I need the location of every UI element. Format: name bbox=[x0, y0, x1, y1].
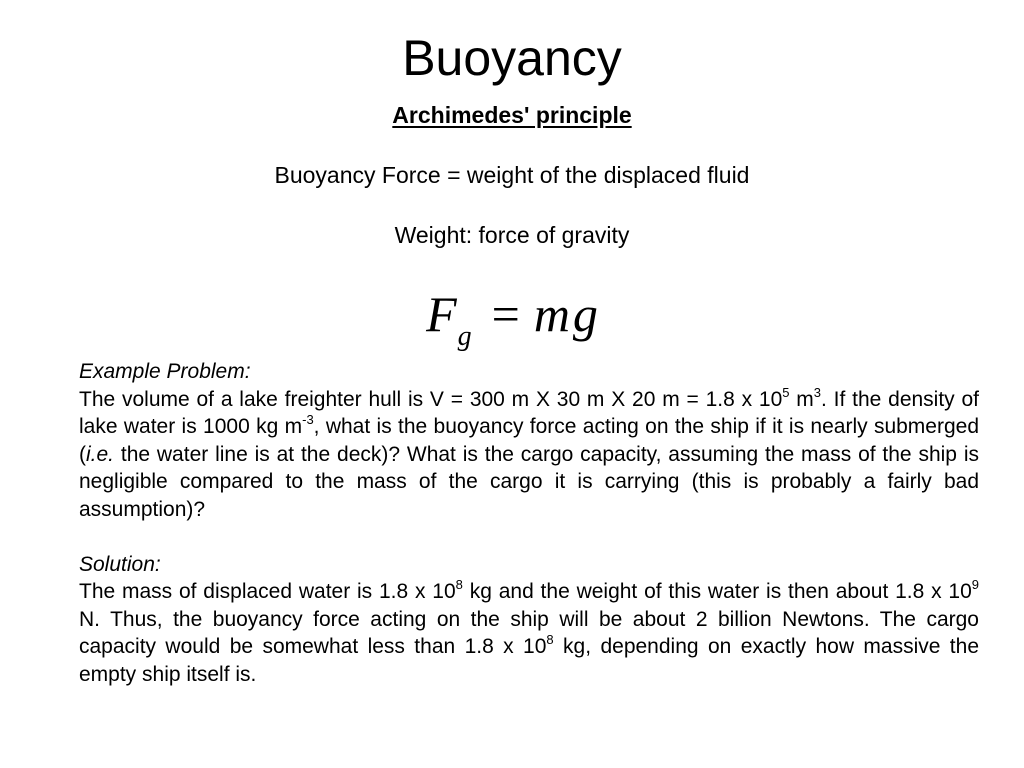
solution-text-3: N. Thus, the buoyancy force acting on the ship will be about 2 billion Newtons. The cargo capacity would be somewhat less than 1.8 x 10 bbox=[79, 607, 979, 658]
example-text-1: The volume of a lake freighter hull is V = 300 m X 30 m X 20 m = 1.8 x 10 bbox=[79, 387, 783, 411]
formula-mass-symbol: m bbox=[533, 286, 570, 342]
solution-sup-2: 9 bbox=[971, 577, 979, 592]
example-text-4: , what is the buoyancy force acting on the ship if it is nearly submerged ( bbox=[79, 415, 980, 466]
formula-subscript: g bbox=[457, 321, 472, 352]
example-heading: Example Problem: bbox=[79, 360, 251, 383]
example-sup-1: 5 bbox=[782, 384, 790, 400]
paragraph-gap bbox=[79, 523, 979, 551]
formula-force-symbol: F bbox=[426, 286, 457, 342]
slide-title: Buoyancy bbox=[402, 30, 622, 86]
example-ie: i.e. bbox=[86, 442, 115, 466]
solution-text-2: kg and the weight of this water is then about 1.8 x 10 bbox=[462, 580, 972, 603]
body-text bbox=[79, 358, 979, 688]
slide-subtitle bbox=[0, 100, 1024, 130]
solution-text-1: The mass of displaced water is 1.8 x 10 bbox=[79, 580, 456, 603]
example-sup-3: -3 bbox=[302, 412, 314, 427]
weight-definition: Weight: force of gravity bbox=[394, 222, 630, 248]
solution-text-4: kg, depending on exactly how massive the empty ship itself is. bbox=[79, 635, 979, 686]
example-paragraph bbox=[79, 386, 979, 524]
example-sup-2: 3 bbox=[813, 384, 822, 400]
solution-sup-3: 8 bbox=[546, 632, 554, 647]
gravity-formula bbox=[0, 282, 1024, 355]
solution-sup-1: 8 bbox=[455, 577, 463, 592]
example-text-5: the water line is at the deck)? What is the cargo capacity, assuming the mass of the ship is negligible compared to the mass of the cargo it is carrying (this is probably a fairly bad assumption)? bbox=[79, 442, 979, 521]
solution-heading: Solution: bbox=[79, 552, 161, 576]
solution-paragraph bbox=[79, 578, 979, 688]
example-text-3: . If the density of lake water is 1000 kg m bbox=[79, 387, 980, 438]
formula-equals: = bbox=[491, 286, 520, 342]
subtitle-text: Archimedes' principle bbox=[392, 102, 632, 128]
formula-gravity-symbol: g bbox=[572, 286, 598, 342]
example-text-2: m bbox=[789, 387, 814, 411]
buoyancy-definition: Buoyancy Force = weight of the displaced fluid bbox=[274, 162, 750, 188]
